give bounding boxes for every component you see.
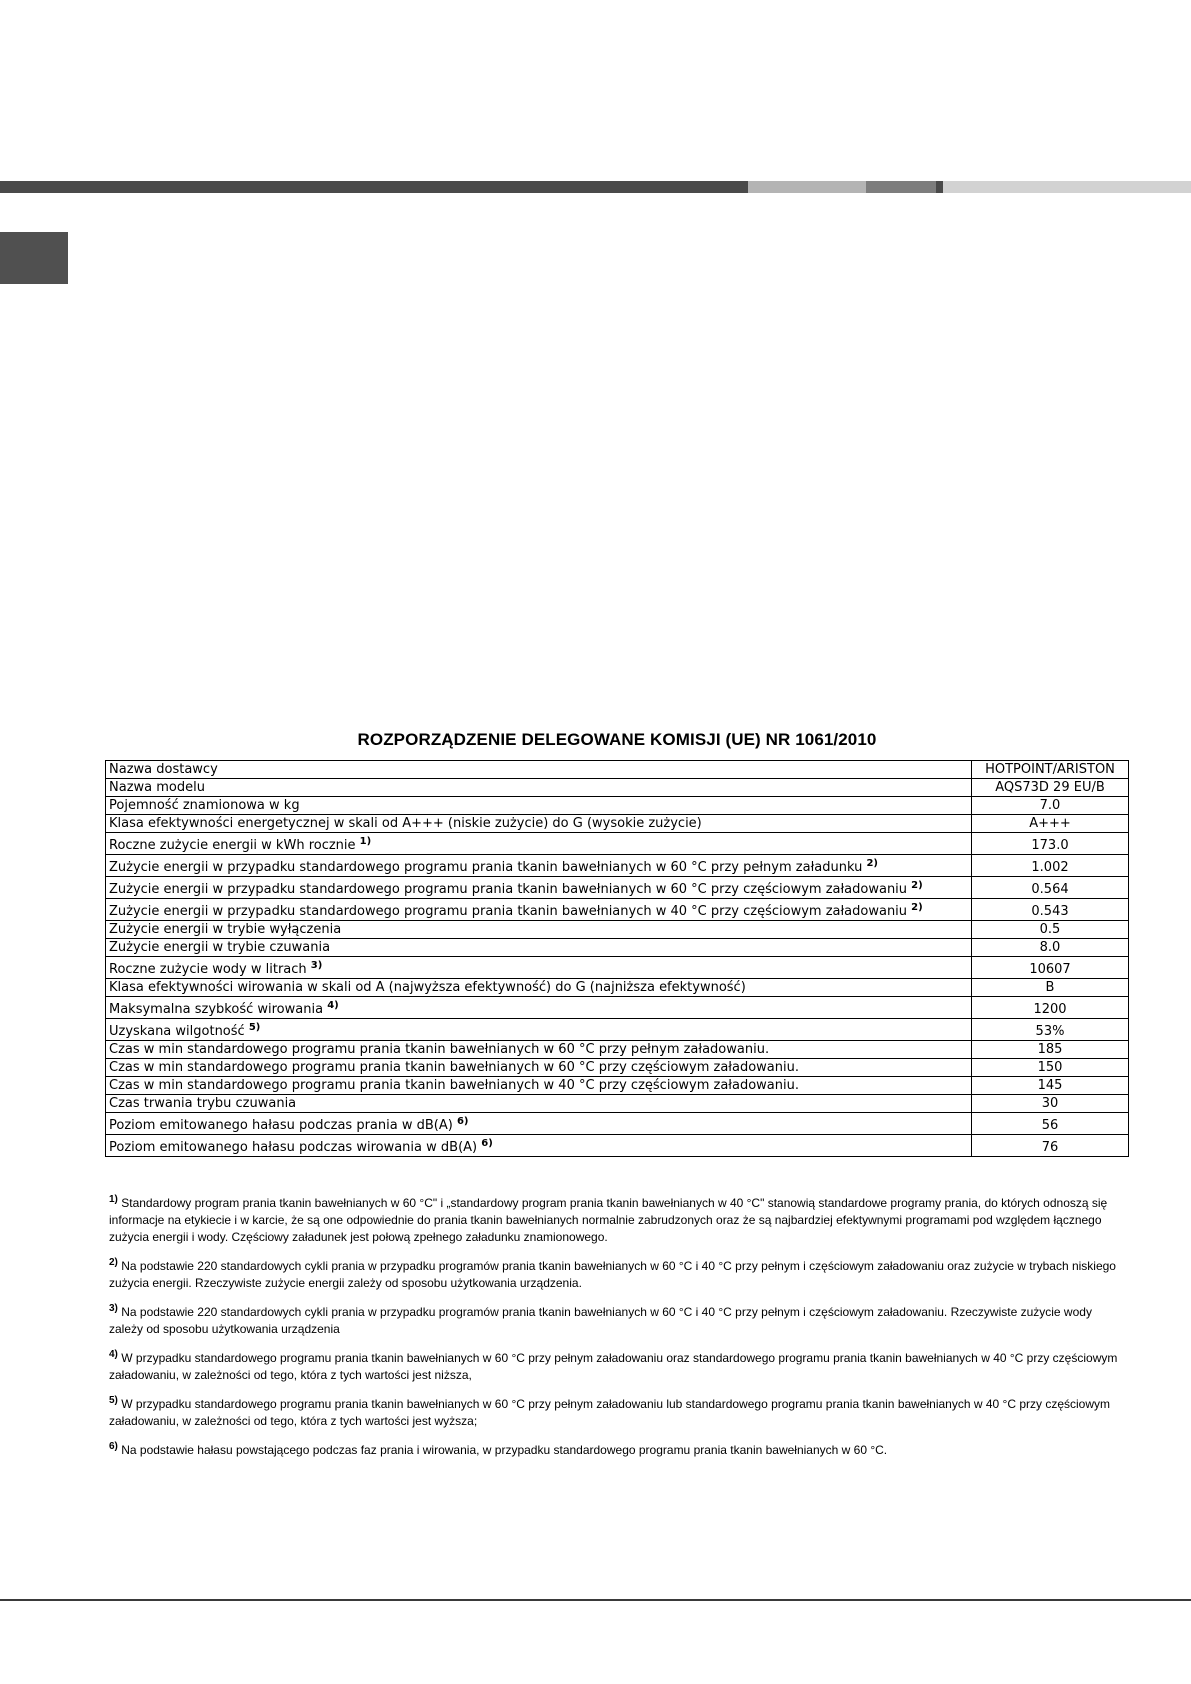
row-label [106, 921, 972, 939]
row-label [106, 1077, 972, 1095]
row-label [106, 1113, 972, 1135]
table-row [106, 957, 1129, 979]
table-row [106, 939, 1129, 957]
row-label [106, 1041, 972, 1059]
footnote-mark: 5) [109, 1395, 118, 1406]
row-value: 0.543 [972, 899, 1129, 921]
row-label-text: Klasa efektywności energetycznej w skali od A+++ (niskie zużycie) do G (wysokie zużycie) [109, 816, 702, 831]
row-label-text: Nazwa dostawcy [109, 762, 218, 777]
footnote-ref: 6) [456, 1116, 469, 1127]
table-row [106, 833, 1129, 855]
row-value: HOTPOINT/ARISTON [972, 761, 1129, 779]
row-label [106, 815, 972, 833]
footnote-text: Na podstawie 220 standardowych cykli prania w przypadku programów prania tkanin bawełnianych w 60 °C i 40 °C przy pełnym i częściowym załadowaniu oraz zużycie w trybach niskiego zużycia energii. Rzeczywiste zużycie energii zależy od sposobu użytkowania urządzenia. [109, 1259, 1116, 1290]
row-label [106, 939, 972, 957]
row-label [106, 1059, 972, 1077]
row-label [106, 1019, 972, 1041]
header-bar-segment [936, 181, 943, 193]
row-label-text: Nazwa modelu [109, 780, 205, 795]
row-label-text: Uzyskana wilgotność [109, 1024, 249, 1039]
table-row [106, 1077, 1129, 1095]
row-label-text: Czas w min standardowego programu prania tkanin bawełnianych w 60 °C przy częściowym załadowaniu. [109, 1060, 799, 1075]
footnote-text: Standardowy program prania tkanin bawełnianych w 60 °C" i „standardowy program prania tkanin bawełnianych w 40 °C" stanowią standardowe programy prania, do których odnoszą się informacje na etykiecie i w karcie, że są one odpowiednie do prania tkanin bawełnianych normalnie zabrudzonych oraz że są najbardziej efektywnymi programami pod względem łącznego zużycia energii i wody. Częściowy załadunek jest połową zpełnego załadunku znamionowego. [109, 1196, 1108, 1244]
footnote-mark: 6) [109, 1441, 118, 1452]
footnote [109, 1195, 1129, 1246]
row-value: 56 [972, 1113, 1129, 1135]
row-value: 185 [972, 1041, 1129, 1059]
row-label-text: Maksymalna szybkość wirowania [109, 1002, 328, 1017]
row-value: 8.0 [972, 939, 1129, 957]
footnote-mark: 2) [109, 1257, 118, 1268]
table-row [106, 1059, 1129, 1077]
row-label-text: Poziom emitowanego hałasu podczas prania w dB(A) [109, 1118, 457, 1133]
row-label-text: Poziom emitowanego hałasu podczas wirowania w dB(A) [109, 1140, 482, 1155]
footnote-ref: 1) [359, 836, 372, 847]
table-row [106, 1019, 1129, 1041]
table-row [106, 797, 1129, 815]
table-row [106, 1041, 1129, 1059]
row-label-text: Zużycie energii w przypadku standardowego programu prania tkanin bawełnianych w 40 °C przy częściowym załadowaniu [109, 904, 912, 919]
table-row [106, 899, 1129, 921]
row-label [106, 957, 972, 979]
row-label-text: Roczne zużycie energii w kWh rocznie [109, 838, 360, 853]
table-row [106, 1113, 1129, 1135]
footer-rule [0, 1599, 1191, 1601]
row-label-text: Czas w min standardowego programu prania tkanin bawełnianych w 40 °C przy częściowym załadowaniu. [109, 1078, 799, 1093]
footnote-text: W przypadku standardowego programu prania tkanin bawełnianych w 60 °C przy pełnym załadowaniu oraz standardowego programu prania tkanin bawełnianych w 40 °C przy częściowym załadowaniu, w zależności od tego, która z tych wartości jest niższa, [109, 1351, 1118, 1382]
row-label-text: Zużycie energii w przypadku standardowego programu prania tkanin bawełnianych w 60 °C przy częściowym załadowaniu [109, 882, 912, 897]
table-row [106, 921, 1129, 939]
row-label-text: Pojemność znamionowa w kg [109, 798, 300, 813]
row-value: A+++ [972, 815, 1129, 833]
footnote-ref: 5) [248, 1022, 261, 1033]
footnote-ref: 2) [911, 902, 923, 913]
row-label-text: Roczne zużycie wody w litrach [109, 962, 311, 977]
row-label-text: Czas trwania trybu czuwania [109, 1096, 297, 1111]
row-label [106, 877, 972, 899]
row-label [106, 1095, 972, 1113]
header-color-bar [0, 181, 1191, 193]
row-label [106, 833, 972, 855]
table-row [106, 997, 1129, 1019]
footnote-mark: 4) [109, 1349, 118, 1360]
table-row [106, 855, 1129, 877]
row-value: 1.002 [972, 855, 1129, 877]
footnote [109, 1350, 1129, 1384]
footnote-mark: 1) [109, 1194, 118, 1205]
row-value: 0.5 [972, 921, 1129, 939]
row-label-text: Klasa efektywności wirowania w skali od A (najwyższa efektywność) do G (najniższa efektywność) [109, 980, 746, 995]
row-label [106, 1135, 972, 1157]
footnote-ref: 4) [327, 1000, 339, 1011]
row-value: 0.564 [972, 877, 1129, 899]
row-value: 7.0 [972, 797, 1129, 815]
row-label [106, 997, 972, 1019]
row-label [106, 779, 972, 797]
row-label-text: Zużycie energii w trybie wyłączenia [109, 922, 342, 937]
footnote-ref: 2) [911, 880, 923, 891]
footnote [109, 1304, 1129, 1338]
footnote-ref: 6) [481, 1138, 493, 1149]
footnote [109, 1442, 1129, 1459]
footnote-ref: 2) [866, 858, 878, 869]
row-value: 150 [972, 1059, 1129, 1077]
footnote [109, 1396, 1129, 1430]
footnote-text: Na podstawie 220 standardowych cykli prania w przypadku programów prania tkanin bawełnianych w 60 °C i 40 °C przy pełnym i częściowym załadowaniu. Rzeczywiste zużycie wody zależy od sposobu użytkowania urządzenia [109, 1305, 1092, 1336]
table-row [106, 779, 1129, 797]
header-bar-segment [866, 181, 936, 193]
table-row [106, 979, 1129, 997]
row-label [106, 761, 972, 779]
row-label [106, 979, 972, 997]
row-value: 145 [972, 1077, 1129, 1095]
footnote-mark: 3) [109, 1303, 118, 1314]
row-value: B [972, 979, 1129, 997]
row-label [106, 855, 972, 877]
footnote [109, 1258, 1129, 1292]
header-bar-segment [0, 181, 748, 193]
footnote-text: Na podstawie hałasu powstającego podczas faz prania i wirowania, w przypadku standardowego programu prania tkanin bawełnianych w 60 °C. [117, 1443, 888, 1457]
footnotes [109, 1195, 1129, 1471]
regulation-title: ROZPORZĄDZENIE DELEGOWANE KOMISJI (UE) NR 1061/2010 [357, 730, 877, 749]
row-value: AQS73D 29 EU/B [972, 779, 1129, 797]
row-value: 1200 [972, 997, 1129, 1019]
row-value: 76 [972, 1135, 1129, 1157]
header-bar-segment [748, 181, 866, 193]
table-row [106, 877, 1129, 899]
specification-table [105, 760, 1129, 1157]
row-label-text: Zużycie energii w trybie czuwania [109, 940, 331, 955]
footnote-ref: 3) [310, 960, 323, 971]
row-value: 53% [972, 1019, 1129, 1041]
table-row [106, 1135, 1129, 1157]
table-row [106, 761, 1129, 779]
row-label-text: Czas w min standardowego programu prania tkanin bawełnianych w 60 °C przy pełnym załadowaniu. [109, 1042, 770, 1057]
row-value: 30 [972, 1095, 1129, 1113]
language-tab-marker [0, 232, 68, 284]
row-value: 10607 [972, 957, 1129, 979]
row-value: 173.0 [972, 833, 1129, 855]
footnote-text: W przypadku standardowego programu prania tkanin bawełnianych w 60 °C przy pełnym załadowaniu lub standardowego programu prania tkanin bawełnianych w 40 °C przy częściowym załadowaniu, w zależności od tego, która z tych wartości jest wyższa; [109, 1397, 1111, 1428]
table-row [106, 815, 1129, 833]
header-bar-segment [943, 181, 1191, 193]
row-label [106, 899, 972, 921]
row-label-text: Zużycie energii w przypadku standardowego programu prania tkanin bawełnianych w 60 °C przy pełnym załadunku [109, 860, 867, 875]
table-row [106, 1095, 1129, 1113]
row-label [106, 797, 972, 815]
